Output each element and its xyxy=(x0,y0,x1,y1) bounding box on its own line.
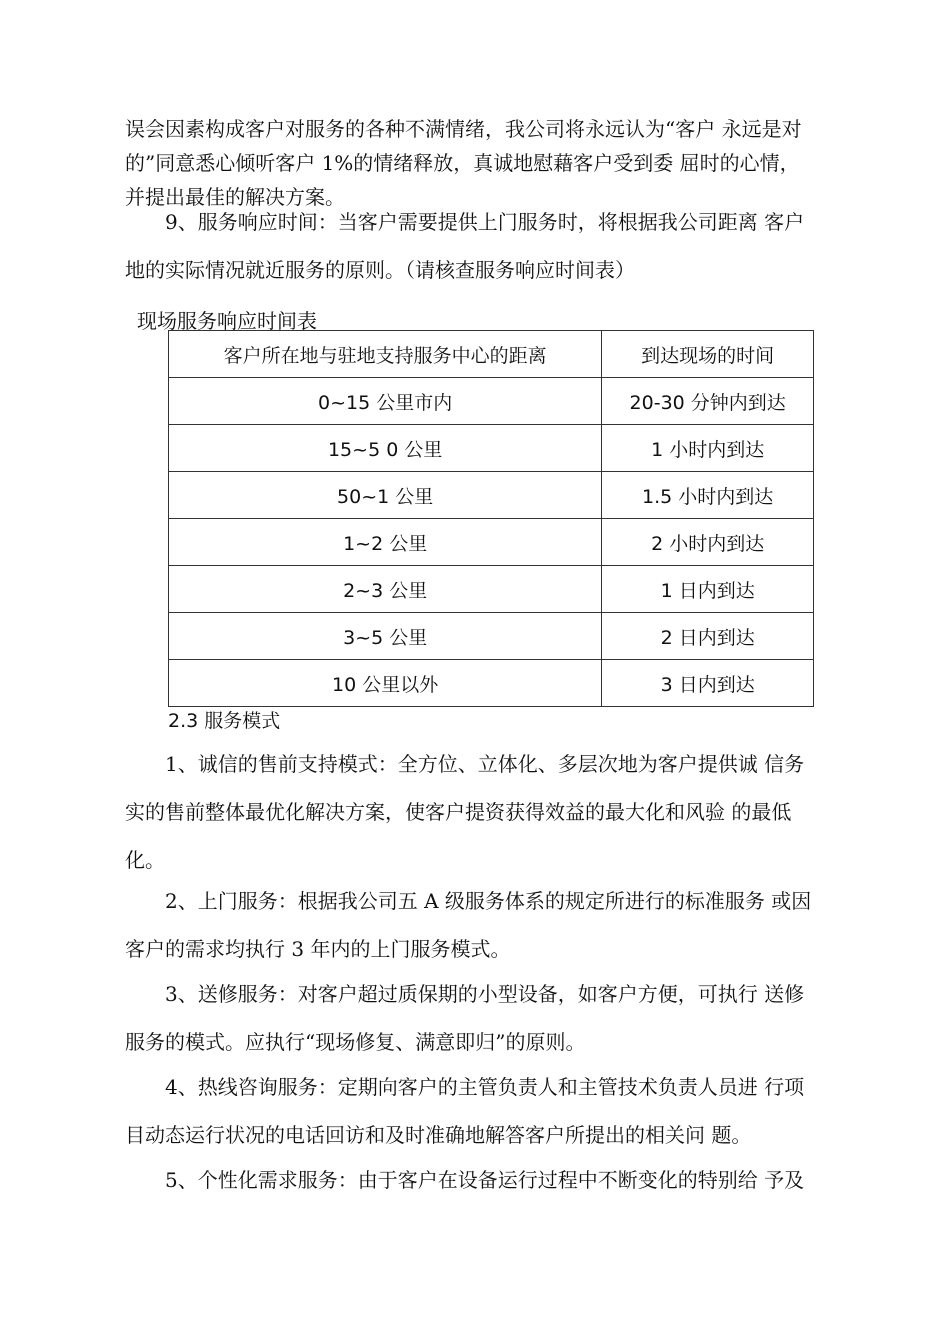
mode-line: 3、送修服务：对客户超过质保期的小型设备，如客户方便，可执行 送修 xyxy=(165,982,805,1006)
item-9-line: 地的实际情况就近服务的原则。（请核查服务响应时间表） xyxy=(125,258,635,282)
mode-5-paragraph xyxy=(125,1156,860,1204)
item-9-paragraph xyxy=(125,198,860,294)
distance-cell: 10 公里以外 xyxy=(169,660,602,707)
arrival-cell: 1.5 小时内到达 xyxy=(602,472,814,519)
mode-line: 1、诚信的售前支持模式：全方位、立体化、多层次地为客户提供诚 信务 xyxy=(165,752,805,776)
distance-cell: 50~1 公里 xyxy=(169,472,602,519)
table-row xyxy=(169,425,814,472)
table-caption: 现场服务响应时间表 xyxy=(137,309,317,333)
intro-line: 误会因素构成客户对服务的各种不满情绪，我公司将永远认为“客户 永远是对 xyxy=(125,117,802,141)
mode-line: 实的售前整体最优化解决方案，使客户提资获得效益的最大化和风验 的最低 xyxy=(125,800,792,824)
mode-4-paragraph xyxy=(125,1063,860,1159)
section-heading: 2.3 服务模式 xyxy=(168,710,281,732)
table-header-row xyxy=(169,331,814,378)
distance-cell: 2~3 公里 xyxy=(169,566,602,613)
intro-line: 并提出最佳的解决方案。 xyxy=(125,185,345,209)
item-9-line: 9、服务响应时间：当客户需要提供上门服务时，将根据我公司距离 客户 xyxy=(165,210,805,234)
mode-1-paragraph xyxy=(125,740,860,884)
arrival-cell: 1 小时内到达 xyxy=(602,425,814,472)
arrival-cell: 20-30 分钟内到达 xyxy=(602,378,814,425)
arrival-cell: 3 日内到达 xyxy=(602,660,814,707)
mode-line: 5、个性化需求服务：由于客户在设备运行过程中不断变化的特别给 予及 xyxy=(165,1168,805,1192)
mode-2-paragraph xyxy=(125,877,860,973)
mode-line: 服务的模式。应执行“现场修复、满意即归”的原则。 xyxy=(125,1030,586,1054)
mode-3-paragraph xyxy=(125,970,860,1066)
arrival-cell: 2 日内到达 xyxy=(602,613,814,660)
distance-cell: 3~5 公里 xyxy=(169,613,602,660)
mode-line: 目动态运行状况的电话回访和及时准确地解答客户所提出的相关问 题。 xyxy=(125,1123,752,1147)
table-row xyxy=(169,613,814,660)
header-distance: 客户所在地与驻地支持服务中心的距离 xyxy=(169,331,602,378)
mode-line: 4、热线咨询服务：定期向客户的主管负责人和主管技术负责人员进 行项 xyxy=(165,1075,805,1099)
intro-line: 的”同意悉心倾听客户 1%的情绪释放，真诚地慰藉客户受到委 屈时的心情， xyxy=(125,151,800,175)
mode-line: 2、上门服务：根据我公司五 A 级服务体系的规定所进行的标准服务 或因 xyxy=(165,889,812,913)
distance-cell: 15~5 0 公里 xyxy=(169,425,602,472)
table-row xyxy=(169,472,814,519)
distance-cell: 0~15 公里市内 xyxy=(169,378,602,425)
distance-cell: 1~2 公里 xyxy=(169,519,602,566)
header-arrival-time: 到达现场的时间 xyxy=(602,331,814,378)
table-row xyxy=(169,519,814,566)
arrival-cell: 2 小时内到达 xyxy=(602,519,814,566)
response-time-table xyxy=(168,330,814,707)
mode-line: 化。 xyxy=(125,848,165,872)
table-row xyxy=(169,378,814,425)
mode-line: 客户的需求均执行 3 年内的上门服务模式。 xyxy=(125,937,511,961)
arrival-cell: 1 日内到达 xyxy=(602,566,814,613)
table-row xyxy=(169,660,814,707)
table-row xyxy=(169,566,814,613)
